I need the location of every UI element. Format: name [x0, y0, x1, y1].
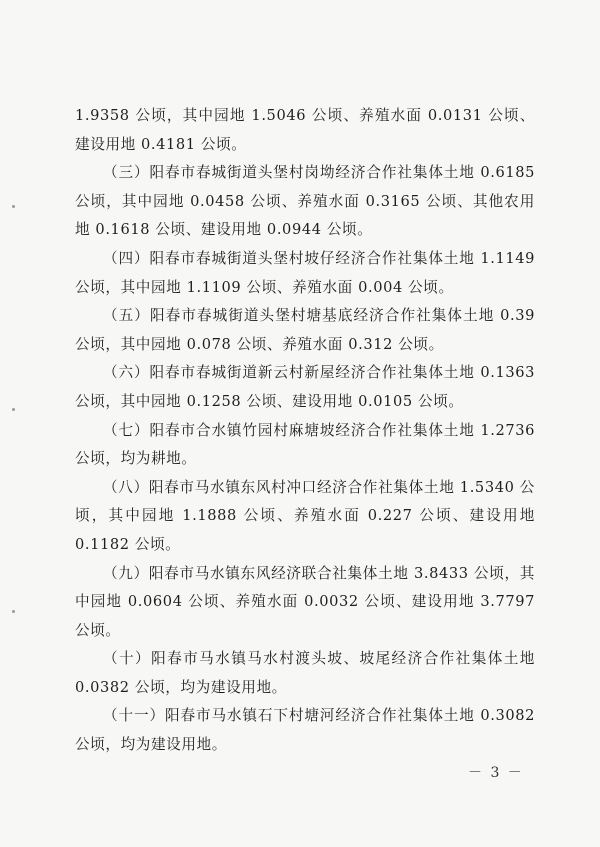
paragraph-item-10: （十）阳春市马水镇马水村渡头坡、坡尾经济合作社集体土地 0.0382 公顷，均为建设用地。 [75, 650, 535, 696]
paragraph-item-6: （六）阳春市春城街道新云村新屋经济合作社集体土地 0.1363 公顷，其中园地 0.1258 公顷、建设用地 0.0105 公顷。 [75, 364, 535, 410]
page-number: － 3 － [468, 765, 524, 781]
paragraph-item-3: （三）阳春市春城街道头堡村岗坳经济合作社集体土地 0.6185 公顷，其中园地 0.0458 公顷、养殖水面 0.3165 公顷、其他农用地 0.1618 公顷、建设用地 0.0944 公顷。 [75, 164, 535, 239]
paragraph-continuation: 1.9358 公顷，其中园地 1.5046 公顷、养殖水面 0.0131 公顷、建设用地 0.4181 公顷。 [75, 107, 535, 153]
paragraph-item-9: （九）阳春市马水镇东风经济联合社集体土地 3.8433 公顷，其中园地 0.0604 公顷、养殖水面 0.0032 公顷、建设用地 3.7797 公顷。 [75, 564, 535, 639]
paragraph-item-5: （五）阳春市春城街道头堡村塘基底经济合作社集体土地 0.39 公顷，其中园地 0.078 公顷、养殖水面 0.312 公顷。 [75, 307, 535, 353]
paragraph-item-11: （十一）阳春市马水镇石下村塘河经济合作社集体土地 0.3082 公顷，均为建设用地。 [75, 707, 535, 754]
scan-speck [12, 408, 15, 411]
paragraph-item-4: （四）阳春市春城街道头堡村坡仔经济合作社集体土地 1.1149 公顷，其中园地 1.1109 公顷、养殖水面 0.004 公顷。 [75, 249, 535, 296]
paragraph-item-7: （七）阳春市合水镇竹园村麻塘坡经济合作社集体土地 1.2736 公顷，均为耕地。 [75, 421, 535, 468]
paragraph-item-8: （八）阳春市马水镇东风村冲口经济合作社集体土地 1.5340 公顷，其中园地 1.1888 公顷、养殖水面 0.227 公顷、建设用地 0.1182 公顷。 [75, 478, 535, 553]
document-body [75, 102, 535, 760]
scan-speck [12, 205, 15, 208]
scan-speck [12, 610, 15, 613]
